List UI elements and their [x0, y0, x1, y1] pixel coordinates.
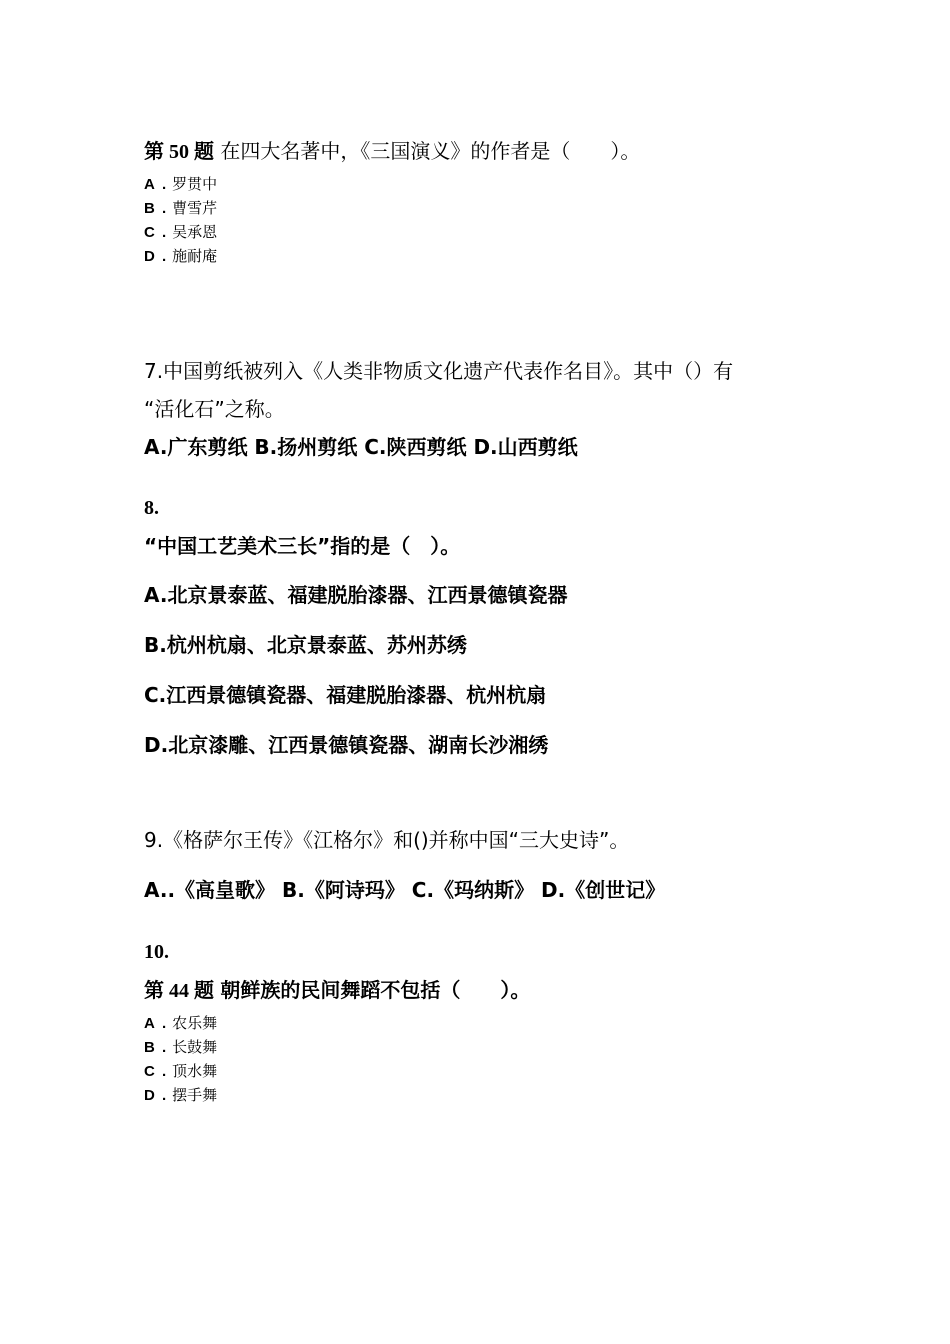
question-50-option-c: C . 吴承恩 [144, 221, 217, 244]
option-letter: D [144, 248, 155, 265]
option-text: 吴承恩 [172, 223, 218, 241]
question-8-option-a: A.北京景泰蓝、福建脱胎漆器、江西景德镇瓷器 [144, 583, 568, 607]
question-8-option-c: C.江西景德镇瓷器、福建脱胎漆器、杭州杭扇 [144, 683, 547, 707]
question-7-options: A.广东剪纸 B.扬州剪纸 C.陕西剪纸 D.山西剪纸 [144, 435, 578, 459]
question-7-stem-line1: 7.中国剪纸被列入《人类非物质文化遗产代表作名目》。其中（）有 [144, 359, 734, 383]
option-text: 摆手舞 [172, 1086, 218, 1104]
question-8-option-b: B.杭州杭扇、北京景泰蓝、苏州苏绣 [144, 633, 467, 657]
question-50-prefix: 第 50 题 [144, 141, 214, 163]
option-letter: B [144, 1039, 155, 1056]
option-text: 顶水舞 [172, 1062, 218, 1080]
question-50-option-d: D . 施耐庵 [144, 245, 217, 268]
option-letter: A [144, 176, 155, 193]
option-text: 施耐庵 [172, 247, 218, 265]
question-10-number: 10. [144, 941, 169, 963]
question-9-stem: 9.《格萨尔王传》《江格尔》和()并称中国“三大史诗”。 [144, 828, 630, 852]
option-letter: C [144, 224, 155, 241]
question-10-option-c: C . 顶水舞 [144, 1060, 217, 1083]
option-letter: B [144, 200, 155, 217]
question-9-options: A..《高皇歌》 B.《阿诗玛》 C.《玛纳斯》 D.《创世记》 [144, 878, 666, 902]
option-letter: C [144, 1063, 155, 1080]
option-letter: D [144, 1087, 155, 1104]
question-10-prefix: 第 44 题 [144, 980, 214, 1002]
option-text: 曹雪芹 [172, 199, 218, 217]
question-50-text: 在四大名著中，《三国演义》的作者是（ ）。 [220, 139, 641, 163]
question-50-option-a: A . 罗贯中 [144, 173, 217, 196]
question-10-option-a: A . 农乐舞 [144, 1012, 217, 1035]
question-50-stem [144, 138, 640, 165]
question-50-option-b: B . 曹雪芹 [144, 197, 217, 220]
question-8-option-d: D.北京漆雕、江西景德镇瓷器、湖南长沙湘绣 [144, 733, 549, 757]
option-text: 罗贯中 [172, 175, 218, 193]
question-10-option-b: B . 长鼓舞 [144, 1036, 217, 1059]
option-letter: A [144, 1015, 155, 1032]
question-8-stem: “中国工艺美术三长”指的是（ ）。 [144, 534, 461, 558]
question-10-stem [144, 977, 530, 1004]
question-7-stem-line2: “活化石”之称。 [144, 397, 285, 421]
option-text: 长鼓舞 [172, 1038, 218, 1056]
question-10-option-d: D . 摆手舞 [144, 1084, 217, 1107]
question-8-number: 8. [144, 497, 159, 519]
option-text: 农乐舞 [172, 1014, 218, 1032]
question-10-text: 朝鲜族的民间舞蹈不包括（ ）。 [220, 978, 531, 1002]
